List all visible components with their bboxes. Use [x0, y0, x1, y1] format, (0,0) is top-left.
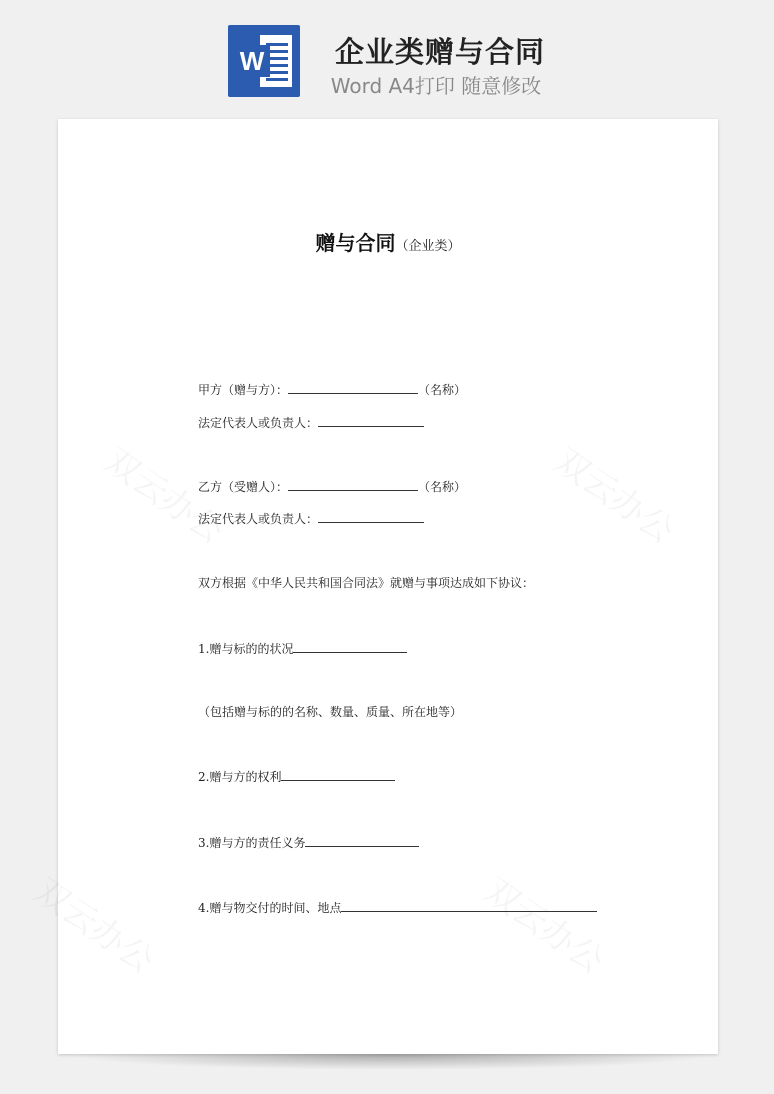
- item-1-line: [198, 640, 407, 657]
- party-a-rep-field[interactable]: [318, 414, 424, 427]
- party-a-rep-label: 法定代表人或负责人：: [198, 416, 319, 430]
- party-a-suffix: （名称）: [418, 383, 467, 397]
- document-title-paren: （企业类）: [395, 239, 461, 254]
- item-3-label: 3.赠与方的责任义务: [198, 836, 306, 850]
- item-1-label: 1.赠与标的的状况: [198, 642, 294, 656]
- intro-text: 双方根据《中华人民共和国合同法》就赠与事项达成如下协议：: [198, 576, 535, 590]
- item-1-note: （包括赠与标的的名称、数量、质量、所在地等）: [198, 705, 463, 719]
- watermark: [476, 864, 616, 982]
- word-icon: [228, 25, 300, 97]
- item-2-field[interactable]: [281, 768, 395, 781]
- header-subtitle: Word A4打印 随意修改: [330, 74, 542, 98]
- party-a-line: [198, 381, 466, 398]
- item-4-label: 4.赠与物交付的时间、地点: [198, 901, 342, 915]
- header: [0, 0, 774, 118]
- document-title-main: 赠与合同: [315, 231, 396, 255]
- party-a-rep-line: [198, 414, 424, 431]
- party-a-name-field[interactable]: [288, 381, 418, 394]
- party-b-line: [198, 478, 466, 495]
- document-page: [58, 119, 718, 1054]
- header-title: 企业类赠与合同: [334, 35, 545, 69]
- party-b-label: 乙方（受赠人）：: [198, 480, 289, 494]
- item-4-field[interactable]: [341, 899, 597, 912]
- item-4-line: [198, 899, 597, 916]
- item-2-label: 2.赠与方的权利: [198, 770, 282, 784]
- party-b-rep-field[interactable]: [318, 510, 424, 523]
- item-2-line: [198, 768, 395, 785]
- watermark: [546, 434, 686, 552]
- party-b-name-field[interactable]: [288, 478, 418, 491]
- item-3-line: [198, 834, 419, 851]
- watermark: [26, 864, 166, 982]
- party-a-label: 甲方（赠与方）：: [198, 383, 289, 397]
- party-b-rep-label: 法定代表人或负责人：: [198, 512, 319, 526]
- word-letter-w: W: [234, 45, 270, 77]
- item-3-field[interactable]: [305, 834, 419, 847]
- item-1-field[interactable]: [293, 640, 407, 653]
- document-title: [58, 227, 718, 256]
- party-b-suffix: （名称）: [418, 480, 467, 494]
- party-b-rep-line: [198, 510, 424, 527]
